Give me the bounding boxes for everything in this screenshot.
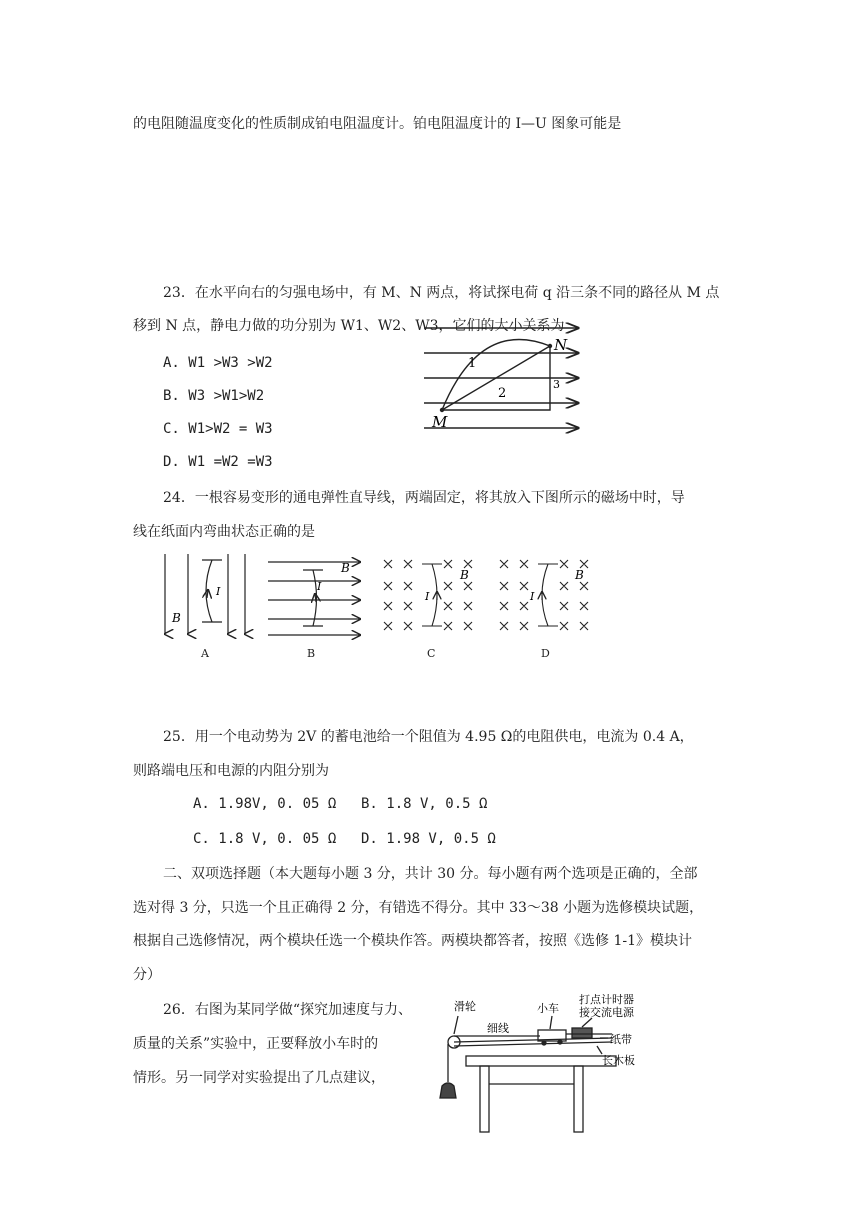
timer: [572, 1028, 592, 1038]
q24-b-current-label: I: [317, 580, 322, 593]
q24-b-caption: B: [307, 647, 316, 660]
label-path-2: 2: [498, 386, 507, 401]
q26-line3: 情形。另一同学对实验提出了几点建议，: [133, 1070, 385, 1086]
point-n: [548, 344, 552, 348]
q24-c-caption: C: [427, 647, 436, 660]
q26-line1: 26．右图为某同学做“探究加速度与力、: [163, 1002, 412, 1018]
section2-line1: 二、双项选择题（本大题每小题 3 分，共计 30 分。每小题有两个选项是正确的，全部: [163, 866, 698, 882]
q24-a-caption: A: [201, 647, 209, 660]
hanging-weight: [440, 1083, 456, 1098]
table-leg-left: [480, 1066, 489, 1132]
q23-option-b: B. W3 >W1>W2: [163, 388, 265, 404]
table-leg-right: [574, 1066, 583, 1132]
point-m: [440, 408, 444, 412]
q24-stem-line1: 24．一根容易变形的通电弹性直导线，两端固定，将其放入下图所示的磁场中时，导: [163, 490, 685, 506]
q25-stem-line2: 则路端电压和电源的内阻分别为: [133, 763, 329, 779]
q24-d-current-label: I: [530, 590, 535, 603]
label-power: 接交流电源: [579, 1006, 634, 1019]
q26-line2: 质量的关系”实验中，正要释放小车时的: [133, 1036, 379, 1052]
intro-text: 的电阻随温度变化的性质制成铂电阻温度计。铂电阻温度计的 I—U 图象可能是: [133, 116, 622, 132]
label-path-3: 3: [553, 378, 560, 391]
q24-a-field-label: B: [172, 611, 181, 625]
q24-c-field-label: B: [460, 568, 469, 582]
q23-field-diagram: [418, 318, 588, 438]
label-string: 细线: [487, 1022, 509, 1035]
q26-apparatus-figure: [432, 994, 642, 1134]
q23-option-a: A. W1 >W3 >W2: [163, 355, 273, 371]
label-tape: 纸带: [610, 1033, 632, 1046]
label-board: 长木板: [602, 1054, 635, 1067]
q24-b-field-label: B: [341, 561, 350, 575]
path-1-curve: [442, 339, 550, 410]
label-timer: 打点计时器: [579, 994, 634, 1006]
q23-stem-line1: 23．在水平向右的匀强电场中，有 M、N 两点，将试探电荷 q 沿三条不同的路径从 M 点: [163, 285, 720, 301]
q24-c-current-label: I: [425, 590, 430, 603]
label-pulley: 滑轮: [454, 1000, 476, 1013]
q25-option-a: A. 1.98V, 0. 05 Ω: [193, 796, 337, 812]
q25-option-c: C. 1.8 V, 0. 05 Ω: [193, 831, 337, 847]
q24-figures: [150, 550, 610, 662]
q25-option-d: D. 1.98 V, 0.5 Ω: [361, 831, 496, 847]
label-m: M: [432, 413, 448, 431]
section2-line2: 选对得 3 分，只选一个且正确得 2 分，有错选不得分。其中 33～38 小题为选修模块试题，: [133, 900, 704, 916]
q23-option-d: D. W1 =W2 =W3: [163, 454, 273, 470]
q24-a-current-label: I: [216, 585, 221, 598]
table-top: [466, 1056, 616, 1066]
label-path-1: 1: [468, 356, 477, 371]
q25-stem-line1: 25．用一个电动势为 2V 的蓄电池给一个阻值为 4.95 Ω的电阻供电，电流为 0.4 A，: [163, 729, 694, 745]
q24-d-caption: D: [541, 647, 550, 660]
q23-option-c: C. W1>W2 = W3: [163, 421, 273, 437]
q24-d-field-label: B: [575, 568, 584, 582]
q24-stem-line2: 线在纸面内弯曲状态正确的是: [133, 524, 315, 540]
q23-stem-line2: 移到 N 点，静电力做的功分别为 W1、W2、W3，它们的大小关系为: [133, 318, 565, 334]
label-n: N: [554, 336, 568, 354]
label-cart: 小车: [537, 1002, 559, 1015]
q25-option-b: B. 1.8 V, 0.5 Ω: [361, 796, 488, 812]
section2-line4: 分）: [133, 967, 161, 983]
section2-line3: 根据自己选修情况，两个模块任选一个模块作答。两模块都答者，按照《选修 1-1》模块计: [133, 933, 692, 949]
